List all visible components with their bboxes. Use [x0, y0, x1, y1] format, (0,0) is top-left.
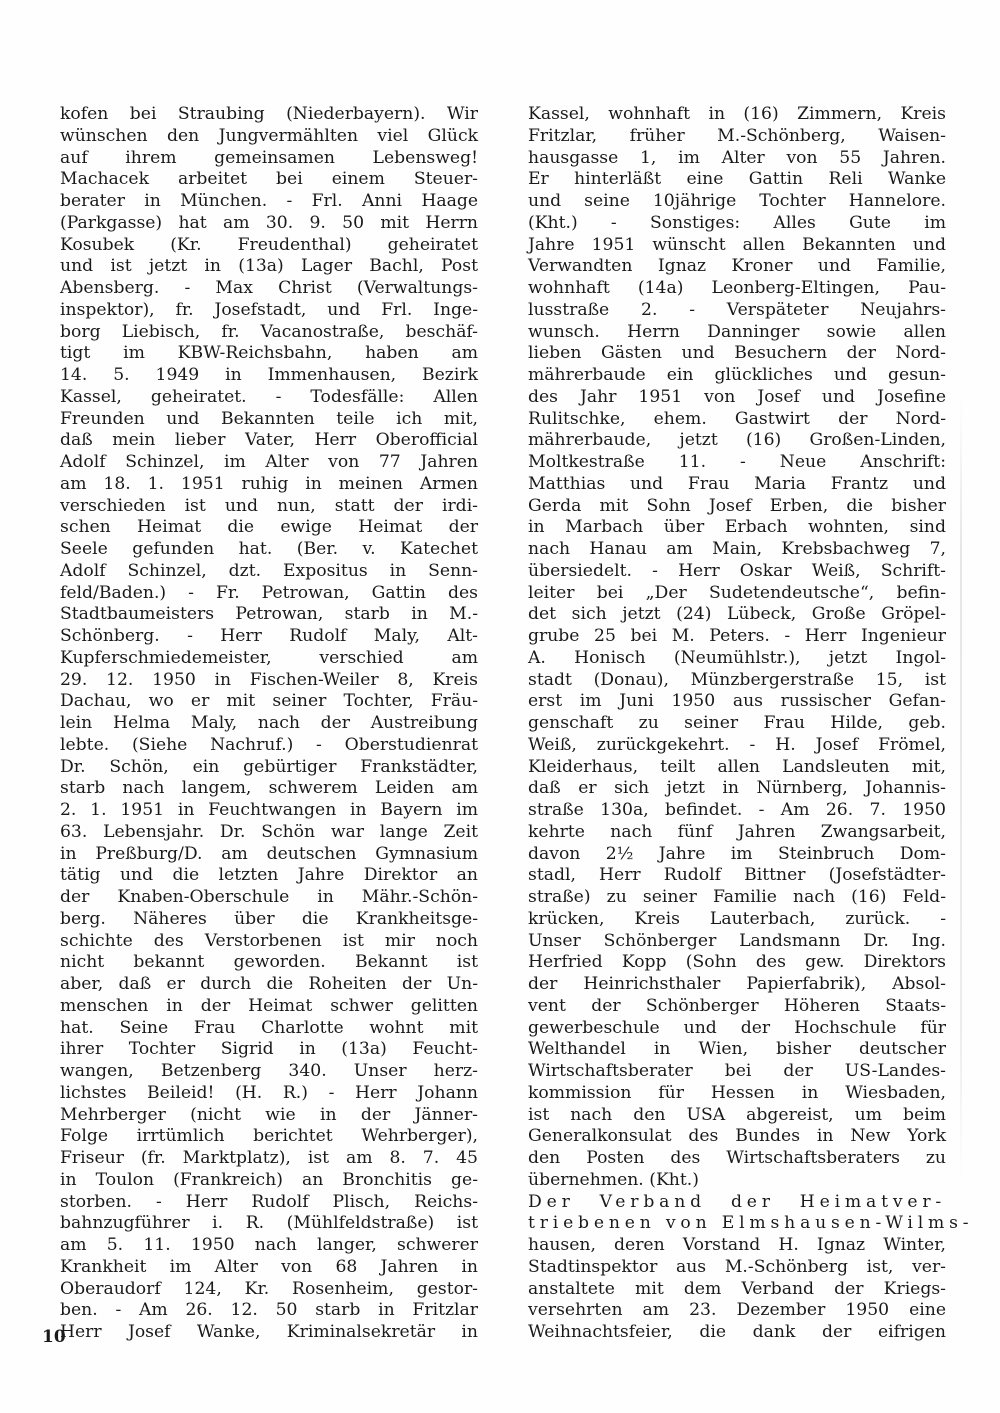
text-line: lein Helma Maly, nach der Austreibung	[60, 713, 478, 733]
text-line: Stadtbaumeisters Petrowan, starb in M.-	[60, 604, 478, 625]
text-line: (Parkgasse) hat am 30. 9. 50 mit Herrn	[60, 212, 478, 233]
text-line: wunsch. Herrn Danninger sowie allen	[528, 321, 946, 342]
text-line: wohnhaft (14a) Leonberg-Eltingen, Pau-	[528, 278, 946, 298]
text-line: inspektor), fr. Josefstadt, und Frl. Inge-	[60, 299, 478, 320]
text-line: leiter bei „Der Sudetendeutsche“, befin-	[528, 582, 946, 603]
text-line: daß er sich jetzt in Nürnberg, Johannis-	[528, 778, 946, 799]
text-line: lebte. (Siehe Nachruf.) - Oberstudienrat	[60, 734, 478, 755]
text-line: Welthandel in Wien, bisher deutscher	[528, 1039, 946, 1060]
text-line: Stadtinspektor aus M.-Schönberg ist, ver-	[528, 1256, 946, 1277]
text-line: Adolf Schinzel, dzt. Expositus in Senn-	[60, 560, 478, 581]
text-line: davon 2½ Jahre im Steinbruch Dom-	[528, 843, 946, 864]
text-line: Mehrberger (nicht wie in der Jänner-	[60, 1104, 478, 1125]
text-line: erst im Juni 1950 aus russischer Gefan-	[528, 691, 946, 712]
text-line: 63. Lebensjahr. Dr. Schön war lange Zeit	[60, 821, 478, 842]
text-line: Adolf Schinzel, im Alter von 77 Jahren	[60, 452, 478, 472]
text-line: Kleiderhaus, teilt allen Landsleuten mit,	[528, 756, 946, 777]
text-line: der Knaben-Oberschule in Mähr.-Schön-	[60, 887, 478, 907]
text-line: Herr Josef Wanke, Kriminalsekretär in	[60, 1322, 478, 1342]
text-line: schen Heimat die ewige Heimat der	[60, 517, 478, 538]
text-line: Der Verband der Heimatver-	[528, 1191, 946, 1212]
left-column	[60, 104, 478, 1344]
text-line: hausgasse 1, im Alter von 55 Jahren.	[528, 147, 946, 168]
text-line: übernehmen. (Kht.)	[528, 1169, 699, 1190]
text-line: tätig und die letzten Jahre Direktor an	[60, 865, 478, 886]
text-line: lieben Gästen und Besuchern der Nord-	[528, 343, 946, 364]
text-line: bahnzugführer i. R. (Mühlfeldstraße) ist	[60, 1213, 478, 1234]
text-line: Weiß, zurückgekehrt. - H. Josef Frömel,	[528, 734, 946, 755]
text-line: Kupferschmiedemeister, verschied am	[60, 647, 478, 668]
text-line: und seine 10jährige Tochter Hannelore.	[528, 191, 946, 211]
text-line: am 5. 11. 1950 nach langer, schwerer	[60, 1235, 478, 1255]
text-line: Friseur (fr. Marktplatz), ist am 8. 7. 45	[60, 1148, 478, 1168]
text-line: Kassel, wohnhaft in (16) Zimmern, Kreis	[528, 104, 946, 124]
text-line: anstaltete mit dem Verband der Kriegs-	[528, 1278, 946, 1299]
text-line: 14. 5. 1949 in Immenhausen, Bezirk	[60, 365, 478, 385]
text-line: nicht bekannt geworden. Bekannt ist	[60, 952, 478, 973]
text-line: grube 25 bei M. Peters. - Herr Ingenieur	[528, 626, 946, 646]
text-line: wünschen den Jungvermählten viel Glück	[60, 125, 478, 146]
text-line: Machacek arbeitet bei einem Steuer-	[60, 169, 478, 190]
text-line: kofen bei Straubing (Niederbayern). Wir	[60, 104, 478, 124]
text-line: ist nach den USA abgereist, um beim	[528, 1104, 946, 1125]
text-line: Dr. Schön, ein gebürtiger Frankstädter,	[60, 756, 478, 777]
scan-edge-shadow	[960, 390, 962, 1190]
text-line: Moltkestraße 11. - Neue Anschrift:	[528, 452, 946, 472]
text-line: Kosubek (Kr. Freudenthal) geheiratet	[60, 234, 478, 255]
text-line: det sich jetzt (24) Lübeck, Große Gröpel-	[528, 604, 946, 625]
text-line: am 18. 1. 1951 ruhig in meinen Armen	[60, 473, 478, 494]
text-line: Weihnachtsfeier, die dank der eifrigen	[528, 1322, 946, 1342]
text-line: versehrten am 23. Dezember 1950 eine	[528, 1300, 946, 1321]
text-line: Er hinterläßt eine Gattin Reli Wanke	[528, 169, 946, 190]
text-line: ben. - Am 26. 12. 50 starb in Fritzlar	[60, 1300, 478, 1321]
text-line: kehrte nach fünf Jahren Zwangsarbeit,	[528, 821, 946, 842]
text-line: borg Liebisch, fr. Vacanostraße, beschäf-	[60, 321, 478, 342]
text-line: triebenen von Elmshausen-Wilms-	[528, 1213, 974, 1234]
text-line: übersiedelt. - Herr Oskar Weiß, Schrift-	[528, 560, 946, 581]
text-line: Rulitschke, ehem. Gastwirt der Nord-	[528, 408, 946, 429]
text-line: aber, daß er durch die Roheiten der Un-	[60, 974, 478, 994]
text-line: straße 130a, befindet. - Am 26. 7. 1950	[528, 800, 946, 820]
text-line: A. Honisch (Neumühlstr.), jetzt Ingol-	[528, 647, 946, 668]
text-line: Oberaudorf 124, Kr. Rosenheim, gestor-	[60, 1278, 478, 1299]
text-line: wangen, Betzenberg 340. Unser herz-	[60, 1061, 478, 1081]
text-line: berg. Näheres über die Krankheitsge-	[60, 908, 478, 929]
text-line: Verwandten Ignaz Kroner und Familie,	[528, 256, 946, 277]
text-line: den Posten des Wirtschaftsberaters zu	[528, 1148, 946, 1168]
text-line: Seele gefunden hat. (Ber. v. Katechet	[60, 539, 478, 559]
text-line: Generalkonsulat des Bundes in New York	[528, 1126, 946, 1147]
text-line: 29. 12. 1950 in Fischen-Weiler 8, Kreis	[60, 669, 478, 690]
text-line: des Jahr 1951 von Josef und Josefine	[528, 386, 946, 407]
text-line: gewerbeschule und der Hochschule für	[528, 1017, 946, 1038]
text-line: nach Hanau am Main, Krebsbachweg 7,	[528, 539, 946, 559]
text-line: und ist jetzt in (13a) Lager Bachl, Post	[60, 256, 478, 277]
text-line: Abensberg. - Max Christ (Verwaltungs-	[60, 278, 478, 298]
text-line: lichstes Beileid! (H. R.) - Herr Johann	[60, 1082, 478, 1103]
text-line: berater in München. - Frl. Anni Haage	[60, 191, 478, 211]
text-line: Matthias und Frau Maria Frantz und	[528, 473, 946, 494]
text-line: in Preßburg/D. am deutschen Gymnasium	[60, 843, 478, 864]
page-number: 10	[42, 1327, 66, 1347]
text-line: stadt (Donau), Münzbergerstraße 15, ist	[528, 669, 946, 690]
text-line: storben. - Herr Rudolf Plisch, Reichs-	[60, 1191, 478, 1212]
text-line: hausen, deren Vorstand H. Ignaz Winter,	[528, 1235, 946, 1255]
text-line: Krankheit im Alter von 68 Jahren in	[60, 1256, 478, 1277]
text-line: Kassel, geheiratet. - Todesfälle: Allen	[60, 386, 478, 407]
text-line: straße) zu seiner Familie nach (16) Feld-	[528, 887, 946, 907]
text-line: mährerbaude, jetzt (16) Großen-Linden,	[528, 430, 946, 451]
text-line: schichte des Verstorbenen ist mir noch	[60, 930, 478, 951]
text-line: 2. 1. 1951 in Feuchtwangen in Bayern im	[60, 800, 478, 820]
text-line: hat. Seine Frau Charlotte wohnt mit	[60, 1017, 478, 1038]
text-line: Folge irrtümlich berichtet Wehrberger),	[60, 1126, 478, 1147]
text-line: (Kht.) - Sonstiges: Alles Gute im	[528, 212, 946, 233]
text-line: verschieden ist und nun, statt der irdi-	[60, 495, 478, 516]
text-line: vent der Schönberger Höheren Staats-	[528, 995, 946, 1016]
text-line: in Toulon (Frankreich) an Bronchitis ge-	[60, 1169, 478, 1190]
text-line: daß mein lieber Vater, Herr Oberofficial	[60, 430, 478, 451]
text-line: der Heinrichsthaler Papierfabrik), Absol-	[528, 974, 946, 994]
text-line: tigt im KBW-Reichsbahn, haben am	[60, 343, 478, 364]
text-line: Wirtschaftsberater bei der US-Landes-	[528, 1061, 946, 1081]
text-line: starb nach langem, schwerem Leiden am	[60, 778, 478, 799]
text-line: feld/Baden.) - Fr. Petrowan, Gattin des	[60, 582, 478, 603]
text-line: Dachau, wo er mit seiner Tochter, Fräu-	[60, 691, 478, 712]
text-line: Jahre 1951 wünscht allen Bekannten und	[528, 234, 946, 255]
text-line: krücken, Kreis Lauterbach, zurück. -	[528, 908, 946, 929]
text-line: Freunden und Bekannten teile ich mit,	[60, 408, 478, 429]
text-line: kommission für Hessen in Wiesbaden,	[528, 1082, 946, 1103]
text-line: Fritzlar, früher M.-Schönberg, Waisen-	[528, 125, 946, 146]
text-line: Schönberg. - Herr Rudolf Maly, Alt-	[60, 626, 478, 646]
text-line: stadl, Herr Rudolf Bittner (Josefstädter-	[528, 865, 946, 886]
text-line: genschaft zu seiner Frau Hilde, geb.	[528, 713, 946, 733]
text-line: mährerbaude ein glückliches und gesun-	[528, 365, 946, 385]
text-line: in Marbach über Erbach wohnten, sind	[528, 517, 946, 538]
text-line: ihrer Tochter Sigrid in (13a) Feucht-	[60, 1039, 478, 1060]
text-line: lusstraße 2. - Verspäteter Neujahrs-	[528, 299, 946, 320]
right-column	[528, 104, 974, 1344]
text-line: Unser Schönberger Landsmann Dr. Ing.	[528, 930, 946, 951]
text-line: Gerda mit Sohn Josef Erben, die bisher	[528, 495, 946, 516]
text-line: menschen in der Heimat schwer gelitten	[60, 995, 478, 1016]
text-line: auf ihrem gemeinsamen Lebensweg!	[60, 147, 478, 168]
text-line: Herfried Kopp (Sohn des gew. Direktors	[528, 952, 946, 973]
